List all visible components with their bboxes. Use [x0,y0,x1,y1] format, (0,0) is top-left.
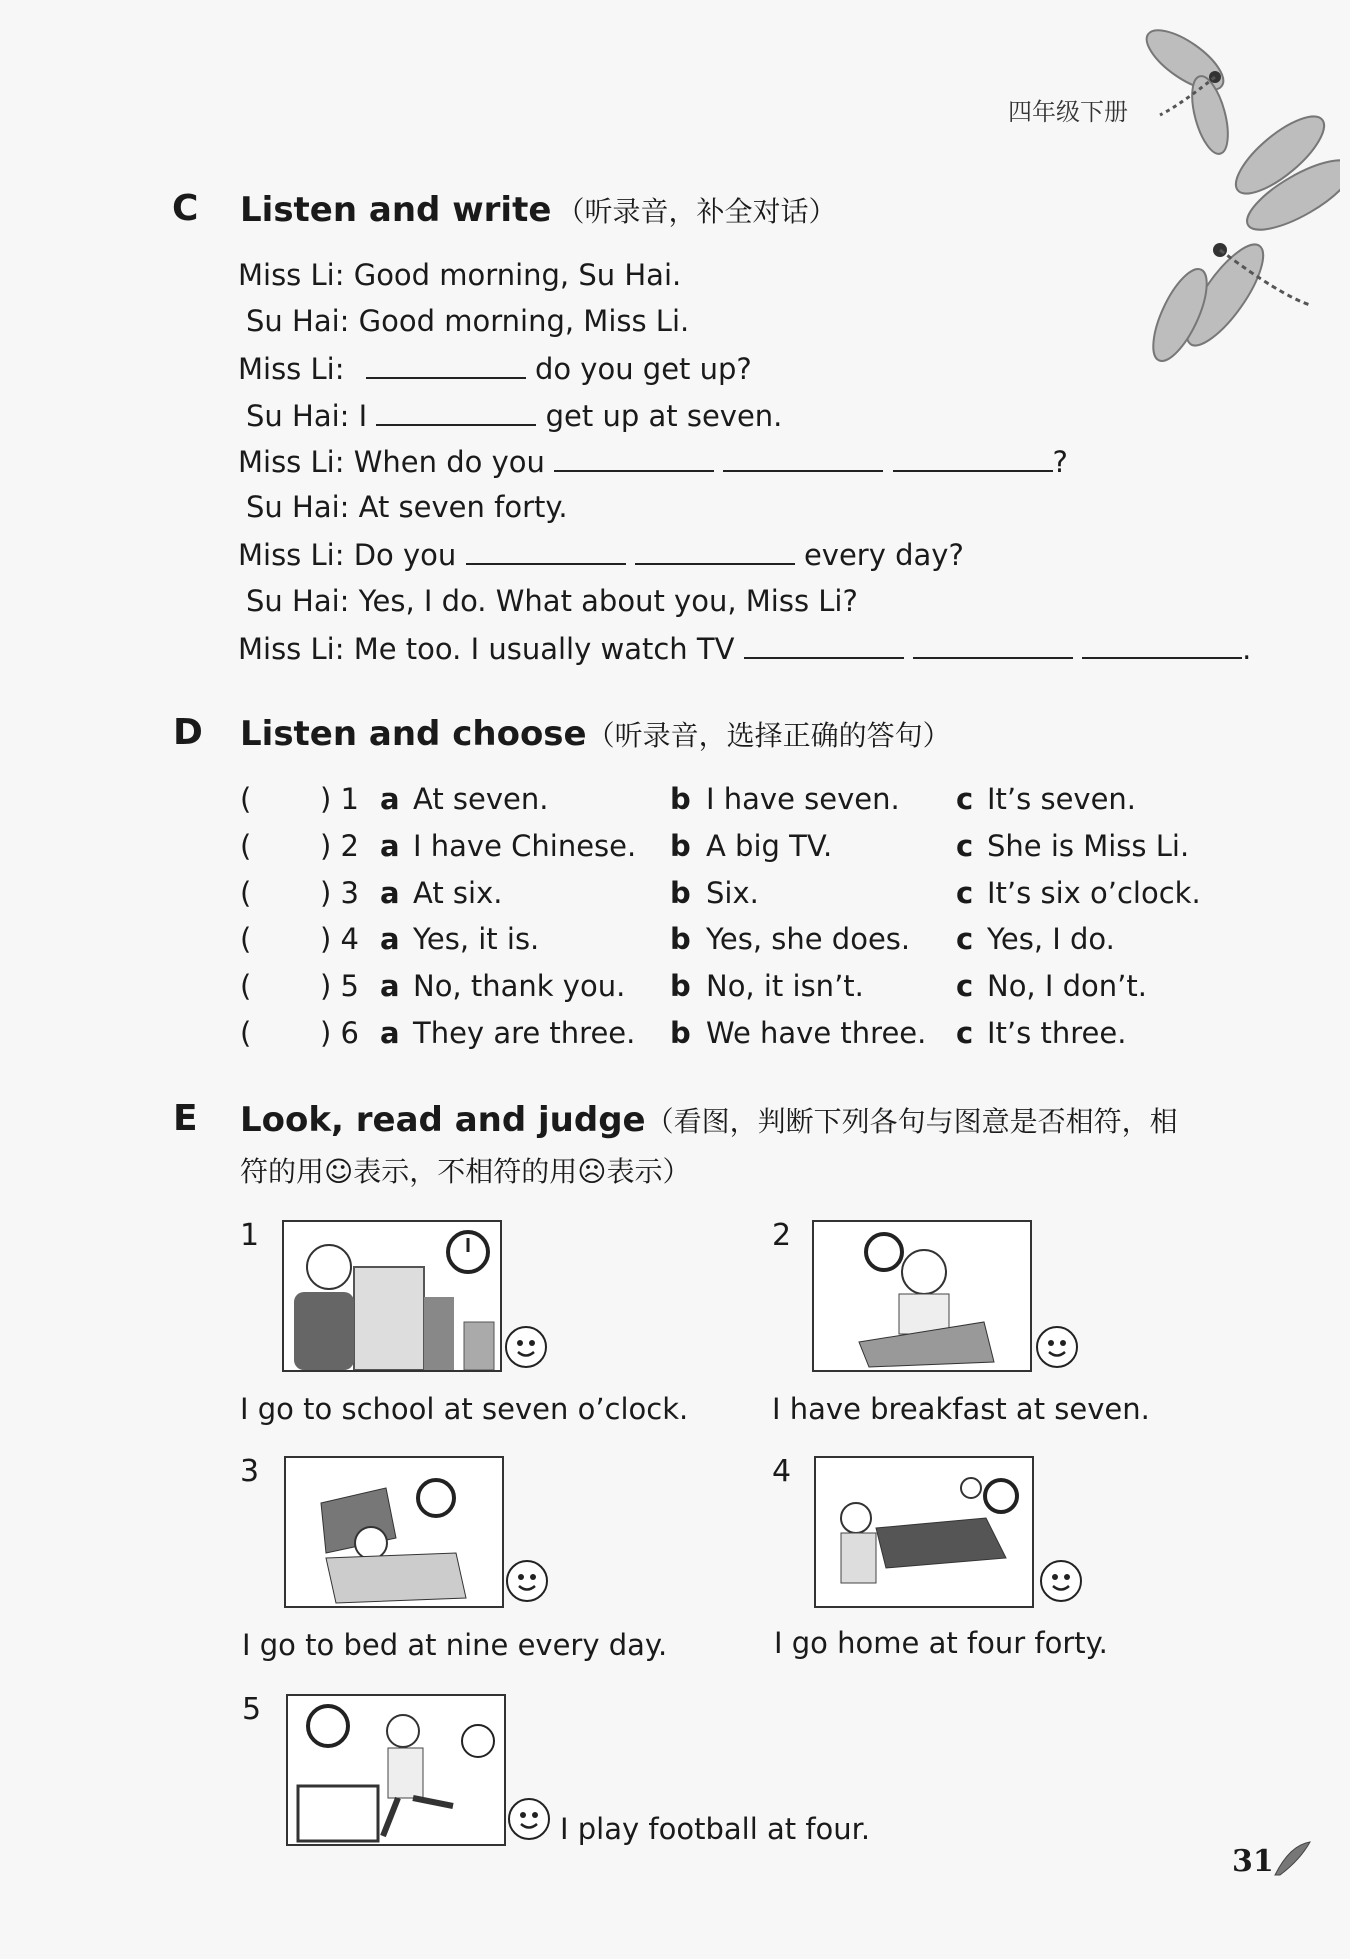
dialogue-text: ? [1052,445,1068,479]
option-a-text: At seven. [413,782,549,816]
smile-symbol: ☺ [324,1155,354,1188]
answer-blank[interactable] [893,444,1053,472]
answer-blank[interactable] [554,444,714,472]
dialogue-text: At seven forty. [358,490,568,524]
smile-face-drawing [510,1800,548,1838]
speaker: Miss Li: [238,632,345,666]
page-number: 31 [1232,1844,1274,1879]
section-c-title: Listen and write [240,190,552,230]
option-c-text: It’s six o’clock. [987,876,1201,910]
dialogue-text: every day? [803,538,964,572]
answer-blank[interactable] [635,537,795,565]
item-number: ) 2 [320,829,359,863]
option-letter-c: c [956,876,974,910]
smiley-face-icon[interactable] [506,1560,548,1602]
section-c-heading [240,190,837,230]
judge-sentence: I go home at four forty. [774,1626,1108,1660]
option-letter-a: a [380,922,400,956]
speaker: Su Hai: [246,490,350,524]
item-number: 5 [242,1692,262,1727]
dialogue-line [238,631,1251,666]
option-letter-a: a [380,829,400,863]
option-a-text: At six. [413,876,503,910]
section-e-title: Look, read and judge [240,1100,646,1140]
smile-face-drawing [508,1562,546,1600]
dialogue-line [246,304,689,338]
section-d-heading [240,714,951,754]
answer-paren-open[interactable]: ( [240,782,252,816]
option-c-text: Yes, I do. [987,922,1115,956]
dialogue-text: . [1242,632,1252,666]
smile-face-drawing [1038,1328,1076,1366]
section-d-title: Listen and choose [240,714,587,754]
answer-blank[interactable] [466,537,626,565]
note-text: 符的用 [240,1155,325,1188]
speaker: Su Hai: [246,584,350,618]
smiley-face-icon[interactable] [508,1798,550,1840]
picture-bed [284,1456,504,1608]
leaf-icon [1270,1840,1315,1880]
dialogue-text: do you get up? [534,352,752,386]
answer-blank[interactable] [723,444,883,472]
option-b-text: No, it isn’t. [706,969,864,1003]
item-number: ) 6 [320,1016,359,1050]
speaker: Miss Li: [238,352,345,386]
smile-face-drawing [1042,1562,1080,1600]
table-tennis-scene-illustration [816,1458,1032,1606]
option-b-text: A big TV. [706,829,833,863]
option-letter-b: b [670,969,691,1003]
answer-paren-open[interactable]: ( [240,922,252,956]
dialogue-text: Do you [353,538,457,572]
option-letter-b: b [670,876,691,910]
judge-sentence: I go to school at seven o’clock. [240,1392,689,1426]
item-number: ) 4 [320,922,359,956]
dialogue-line [246,490,568,524]
option-letter-c: c [956,1016,974,1050]
option-c-text: No, I don’t. [987,969,1147,1003]
answer-paren-open[interactable]: ( [240,969,252,1003]
breakfast-scene-illustration [814,1222,1030,1370]
dialogue-text: Me too. I usually watch TV [353,632,735,666]
speaker: Miss Li: [238,445,345,479]
item-number: 2 [772,1218,792,1253]
answer-blank[interactable] [366,351,526,379]
section-e-note: （看图，判断下列各句与图意是否相符，相 [645,1105,1178,1138]
answer-blank[interactable] [913,631,1073,659]
option-letter-a: a [380,782,400,816]
dialogue-text: Good morning, Su Hai. [353,258,682,292]
item-number: ) 3 [320,876,359,910]
item-number: 4 [772,1454,792,1489]
judge-sentence: I play football at four. [560,1812,871,1846]
option-a-text: Yes, it is. [413,922,540,956]
option-letter-b: b [670,1016,691,1050]
grade-label: 四年级下册 [1008,98,1128,126]
item-number: ) 1 [320,782,359,816]
option-letter-b: b [670,829,691,863]
judge-sentence: I have breakfast at seven. [772,1392,1150,1426]
dialogue-text: Good morning, Miss Li. [358,304,690,338]
option-b-text: Yes, she does. [706,922,911,956]
dialogue-line [238,351,752,386]
option-b-text: Six. [706,876,759,910]
option-letter-a: a [380,876,400,910]
option-c-text: She is Miss Li. [987,829,1190,863]
answer-paren-open[interactable]: ( [240,829,252,863]
speaker: Miss Li: [238,538,345,572]
option-letter-a: a [380,969,400,1003]
picture-table-tennis [814,1456,1034,1608]
dialogue-line [246,398,782,433]
item-number: 3 [240,1454,260,1489]
option-c-text: It’s three. [987,1016,1127,1050]
school-scene-illustration [284,1222,500,1370]
option-letter-c: c [956,969,974,1003]
option-letter-c: c [956,782,974,816]
answer-blank[interactable] [1082,631,1242,659]
option-b-text: I have seven. [706,782,900,816]
answer-blank[interactable] [744,631,904,659]
option-a-text: They are three. [413,1016,636,1050]
option-letter-a: a [380,1016,400,1050]
answer-paren-open[interactable]: ( [240,1016,252,1050]
item-number: 1 [240,1218,260,1253]
note-text: 表示） [606,1155,691,1188]
smiley-face-icon[interactable] [1036,1326,1078,1368]
frown-symbol: ☹ [577,1155,607,1188]
speaker: Su Hai: [246,399,350,433]
smile-face-drawing [507,1328,545,1366]
option-a-text: No, thank you. [413,969,626,1003]
smiley-face-icon[interactable] [1040,1560,1082,1602]
dialogue-text: When do you [353,445,545,479]
dialogue-text: Yes, I do. What about you, Miss Li? [358,584,858,618]
picture-football [286,1694,506,1846]
option-a-text: I have Chinese. [413,829,637,863]
bed-scene-illustration [286,1458,502,1606]
dialogue-line [246,584,858,618]
dialogue-line [238,258,681,292]
dialogue-line [238,537,964,572]
section-d-letter: D [173,712,203,753]
option-letter-b: b [670,922,691,956]
judge-sentence: I go to bed at nine every day. [242,1628,668,1662]
dialogue-text: I [358,399,368,433]
section-d-note: （听录音，选择正确的答句） [586,719,951,752]
section-c-note: （听录音，补全对话） [556,195,837,228]
speaker: Su Hai: [246,304,350,338]
picture-school [282,1220,502,1372]
item-number: ) 5 [320,969,359,1003]
answer-paren-open[interactable]: ( [240,876,252,910]
option-c-text: It’s seven. [987,782,1137,816]
smiley-face-icon[interactable] [505,1326,547,1368]
dialogue-line [238,444,1068,479]
picture-breakfast [812,1220,1032,1372]
section-e-heading [240,1100,1178,1140]
section-e-letter: E [173,1098,198,1139]
speaker: Miss Li: [238,258,345,292]
note-text: 表示，不相符的用 [353,1155,578,1188]
answer-blank[interactable] [376,398,536,426]
option-letter-c: c [956,829,974,863]
section-e-note-line2 [240,1150,690,1190]
option-letter-b: b [670,782,691,816]
option-b-text: We have three. [706,1016,927,1050]
section-c-letter: C [172,188,199,229]
football-scene-illustration [288,1696,504,1844]
dialogue-text: get up at seven. [545,399,783,433]
option-letter-c: c [956,922,974,956]
dragonfly-decoration [1140,15,1340,365]
